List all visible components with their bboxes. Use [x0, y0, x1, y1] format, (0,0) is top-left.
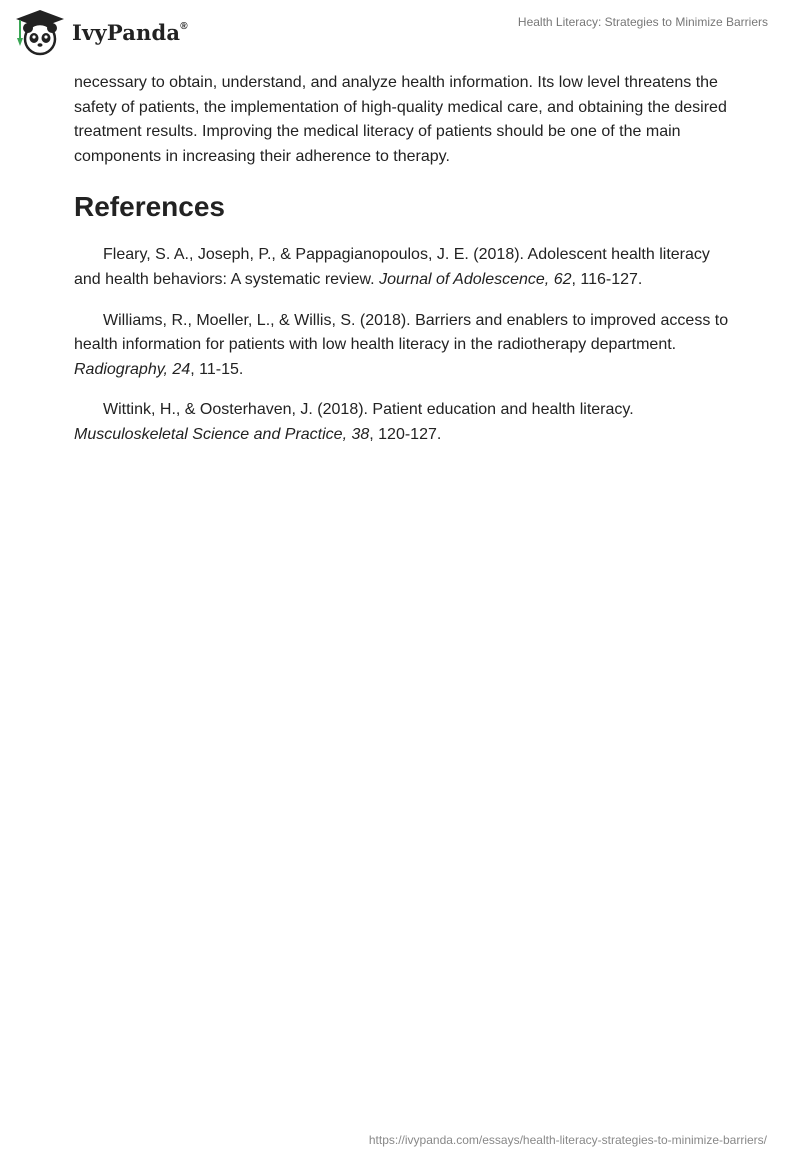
references-heading: References	[74, 191, 225, 223]
footer-url-link[interactable]: https://ivypanda.com/essays/health-literacy-strategies-to-minimize-barriers/	[368, 1133, 767, 1147]
reference-source: Journal of Adolescence, 62	[379, 270, 572, 288]
panda-graduate-icon	[14, 8, 66, 56]
reference-entry: Wittink, H., & Oosterhaven, J. (2018). Patient education and health literacy. Musculoskeletal Science and Practice, 38, 120-127.	[74, 401, 634, 443]
body-paragraph: necessary to obtain, understand, and analyze health information. Its low level threatens the safety of patients, the implementation of high-quality medical care, and obtaining the desired treatment results. Improving the medical literacy of patients should be one of the main components in increasing their adherence to therapy.	[74, 74, 727, 165]
reference-entry: Williams, R., Moeller, L., & Willis, S. (2018). Barriers and enablers to improved access to health information for patients with low health literacy in the radiotherapy department. Radiography, 24, 11-15.	[74, 311, 729, 378]
logo-wordmark: IvyPanda®	[72, 19, 188, 45]
reference-source: Musculoskeletal Science and Practice, 38	[74, 425, 370, 443]
document-title: Health Literacy: Strategies to Minimize Barriers	[517, 15, 768, 29]
reference-source: Radiography, 24	[74, 360, 191, 378]
page-header	[0, 0, 800, 70]
document-body	[74, 71, 734, 464]
logo[interactable]	[14, 8, 188, 56]
reference-entry: Fleary, S. A., Joseph, P., & Pappagianopoulos, J. E. (2018). Adolescent health literacy and health behaviors: A systematic review. Journal of Adolescence, 62, 116-127.	[74, 246, 710, 288]
